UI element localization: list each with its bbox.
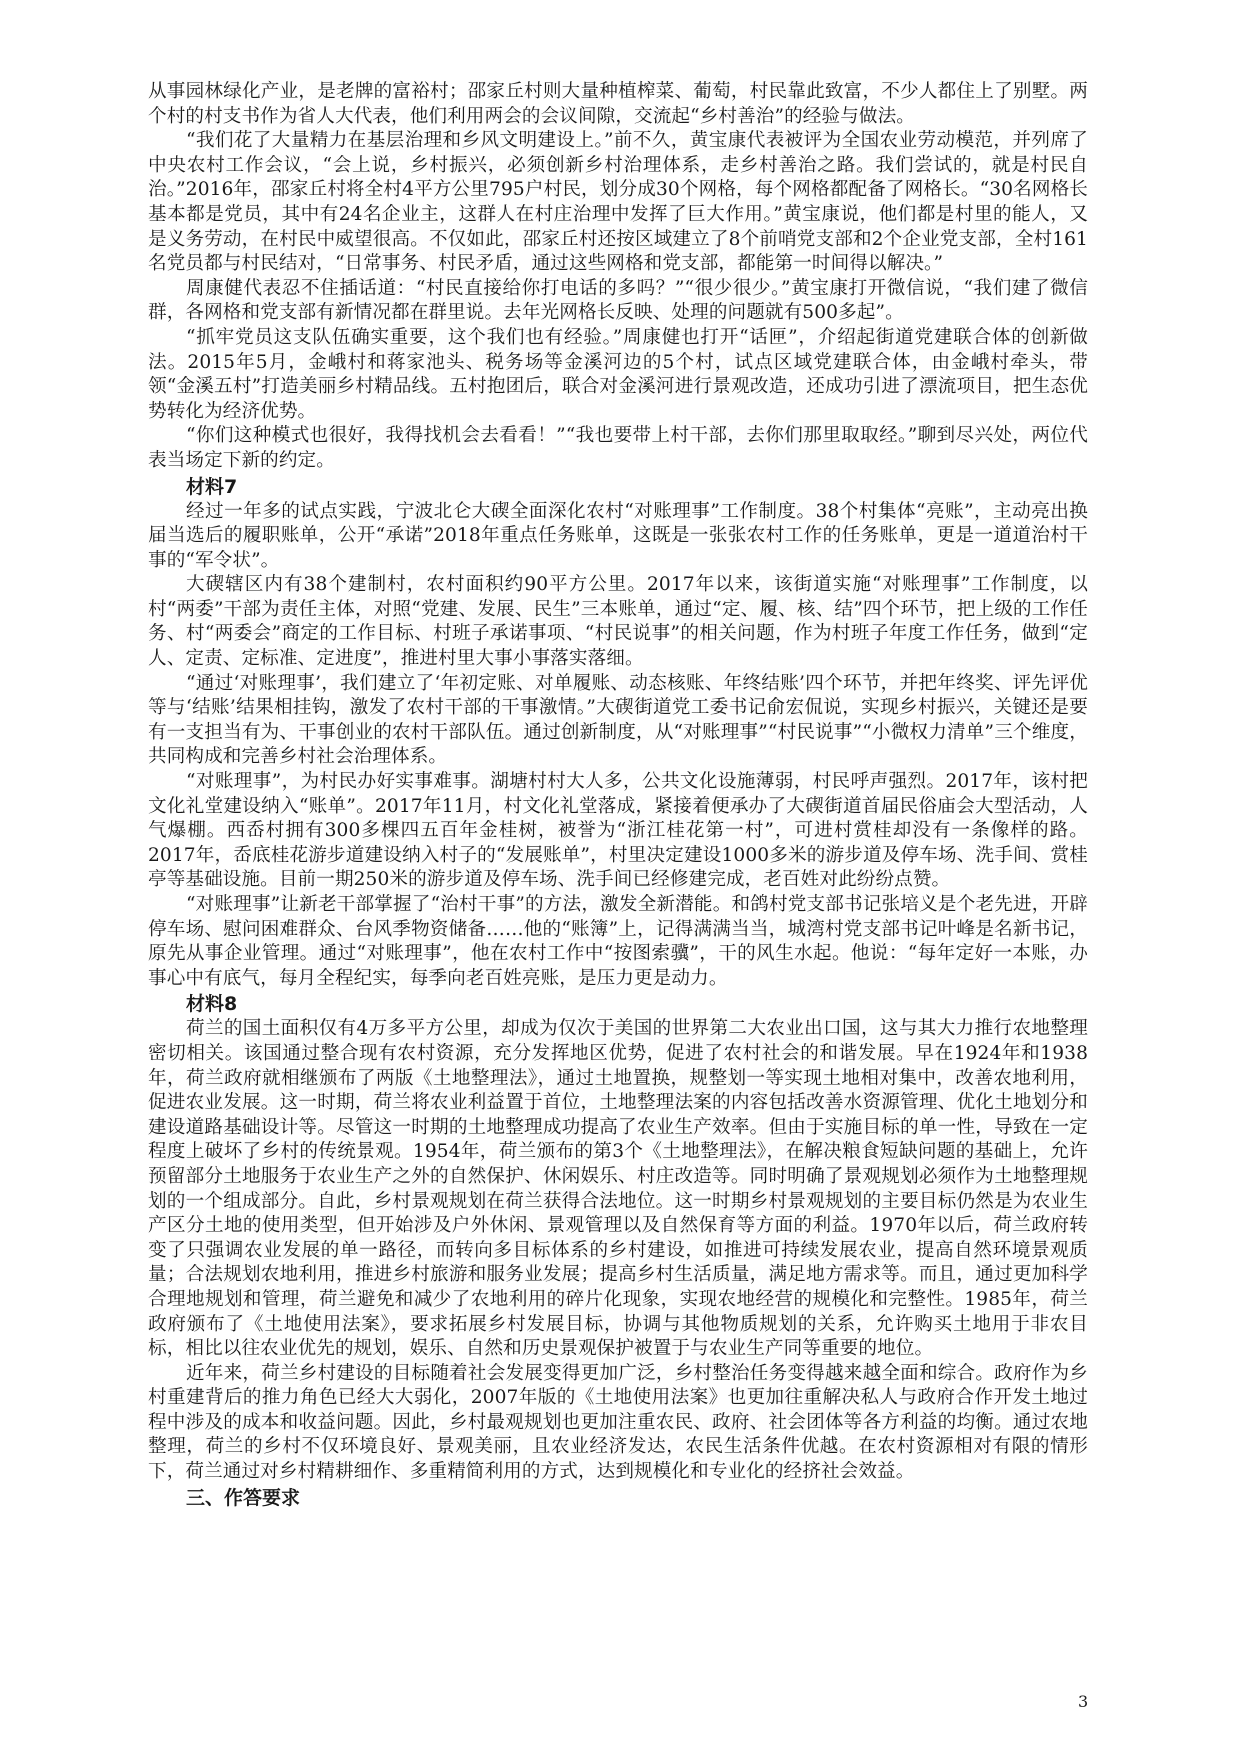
paragraph: “抓牢党员这支队伍确实重要，这个我们也有经验。”周康健也打开“话匣”，介绍起街道党建联合体的创新做法。2015年5月，金峨村和蒋家池头、税务场等金溪河边的5个村，试点区域党建联合体，由金峨村牵头，带领“金溪五村”打造美丽乡村精品线。五村抱团后，联合对金溪河进行景观改造，还成功引进了漂流项目，把生态优势转化为经济优势。 [148,326,1088,422]
paragraph: 周康健代表忍不住插话道：“村民直接给你打电话的多吗？”“很少很少。”黄宝康打开微信说，“我们建了微信群，各网格和党支部有新情况都在群里说。去年光网格长反映、处理的问题就有500多起”。 [148,277,1088,324]
paragraph: “对账理事”，为村民办好实事难事。湖塘村村大人多，公共文化设施薄弱，村民呼声强烈。2017年，该村把文化礼堂建设纳入“账单”。2017年11月，村文化礼堂落成，紧接着便承办了大碶街道首届民俗庙会大型活动，人气爆棚。西岙村拥有300多棵四五百年金桂树，被誉为“浙江桂花第一村”，可进村赏桂却没有一条像样的路。2017年，岙底桂花游步道建设纳入村子的“发展账单”，村里决定建设1000多米的游步道及停车场、洗手间、赏桂亭等基础设施。目前一期250米的游步道及停车场、洗手间已经修建完成，老百姓对此纷纷点赞。 [148,771,1088,891]
paragraph: 荷兰的国土面积仅有4万多平方公里，却成为仅次于美国的世界第二大农业出口国，这与其大力推行农地整理密切相关。该国通过整合现有农村资源，充分发挥地区优势，促进了农村社会的和谐发展。早在1924年和1938年，荷兰政府就相继颁布了两版《土地整理法》，通过土地置换，规整划一等实现土地相对集中，改善农地利用，促进农业发展。这一时期，荷兰将农业利益置于首位，土地整理法案的内容包括改善水资源管理、优化土地划分和建设道路基础设计等。尽管这一时期的土地整理成功提高了农业生产效率。但由于实施目标的单一性，导致在一定程度上破坏了乡村的传统景观。1954年，荷兰颁布的第3个《土地整理法》，在解决粮食短缺问题的基础上，允许预留部分土地服务于农业生产之外的自然保护、休闲娱乐、村庄改造等。同时明确了景观规划必须作为土地整理规划的一个组成部分。自此，乡村景观规划在荷兰获得合法地位。这一时期乡村景观规划的主要目标仍然是为农业生产区分土地的使用类型，但开始涉及户外休闲、景观管理以及自然保育等方面的利益。1970年以后，荷兰政府转变了只强调农业发展的单一路径，而转向多目标体系的乡村建设，如推进可持续发展农业，提高自然环境景观质量；合法规划农地利用，推进乡村旅游和服务业发展；提高乡村生活质量，满足地方需求等。而且，通过更加科学合理地规划和管理，荷兰避免和减少了农地利用的碎片化现象，实现农地经营的规模化和完整性。1985年，荷兰政府颁布了《土地使用法案》，要求拓展乡村发展目标，协调与其他物质规划的关系，允许购买土地用于非农目标，相比以往农业优先的规划，娱乐、自然和历史景观保护被置于与农业生产同等重要的地位。 [148,1018,1088,1360]
paragraph: 经过一年多的试点实践，宁波北仑大碶全面深化农村“对账理事”工作制度。38个村集体“亮账”，主动亮出换届当选后的履职账单，公开“承诺”2018年重点任务账单，这既是一张张农村工作的任务账单，更是一道道治村干事的“军令状”。 [148,500,1088,571]
paragraph: 大碶辖区内有38个建制村，农村面积约90平方公里。2017年以来，该街道实施“对账理事”工作制度，以村“两委”干部为责任主体，对照“党建、发展、民生”三本账单，通过“定、履、核、结”四个环节，把上级的工作任务、村“两委会”商定的工作目标、村班子承诺事项、“村民说事”的相关问题，作为村班子年度工作任务，做到“定人、定责、定标准、定进度”，推进村里大事小事落实落细。 [148,574,1088,670]
paragraph: “通过‘对账理事’，我们建立了‘年初定账、对单履账、动态核账、年终结账’四个环节，并把年终奖、评先评优等与‘结账’结果相挂钩，激发了农村干部的干事激情。”大碶街道党工委书记俞宏侃说，实现乡村振兴，关键还是要有一支担当有为、干事创业的农村干部队伍。通过创新制度，从“对账理事”“村民说事”“小微权力清单”三个维度，共同构成和完善乡村社会治理体系。 [148,672,1088,768]
page-number: 3 [1078,1692,1089,1711]
paragraph: “我们花了大量精力在基层治理和乡风文明建设上。”前不久，黄宝康代表被评为全国农业劳动模范，并列席了中央农村工作会议，“会上说，乡村振兴，必须创新乡村治理体系，走乡村善治之路。我们尝试的，就是村民自治。”2016年，邵家丘村将全村4平方公里795户村民，划分成30个网格，每个网格都配备了网格长。“30名网格长基本都是党员，其中有24名企业主，这群人在村庄治理中发挥了巨大作用。”黄宝康说，他们都是村里的能人，又是义务劳动，在村民中威望很高。不仅如此，邵家丘村还按区域建立了8个前哨党支部和2个企业党支部，全村161名党员都与村民结对，“日常事务、村民矛盾，通过这些网格和党支部，都能第一时间得以解决。” [148,130,1088,275]
section-heading-material-7: 材料7 [186,475,238,498]
document-body [148,80,1088,1511]
paragraph: 从事园林绿化产业，是老牌的富裕村；邵家丘村则大量种植榨菜、葡萄，村民靠此致富，不少人都住上了别墅。两个村的村支书作为省人大代表，他们利用两会的会议间隙，交流起“乡村善治”的经验与做法。 [148,81,1088,127]
paragraph: “对账理事”让新老干部掌握了“治村干事”的方法，激发全新潜能。和鸽村党支部书记张培义是个老先进，开辟停车场、慰问困难群众、台风季物资储备……他的“账簿”上，记得满满当当，城湾村党支部书记叶峰是名新书记，原先从事企业管理。通过“对账理事”，他在农村工作中“按图索骥”，干的风生水起。他说：“每年定好一本账，办事心中有底气，每月全程纪实，每季向老百姓亮账，是压力更是动力。 [148,894,1088,989]
section-heading-material-8: 材料8 [186,993,238,1016]
paragraph: 近年来，荷兰乡村建设的目标随着社会发展变得更加广泛，乡村整治任务变得越来越全面和综合。政府作为乡村重建背后的推力角色已经大大弱化，2007年版的《土地使用法案》也更加往重解决私人与政府合作开发土地过程中涉及的成本和收益问题。因此，乡村最观规划也更加注重农民、政府、社会团体等各方利益的均衡。通过农地整理，荷兰的乡村不仅环境良好、景观美丽，且农业经济发达，农民生活条件优越。在农村资源相对有限的情形下，荷兰通过对乡村精耕细作、多重精简利用的方式，达到规模化和专业化的经挤社会效益。 [148,1362,1088,1483]
paragraph: “你们这种模式也很好，我得找机会去看看！”“我也要带上村干部，去你们那里取取经。”聊到尽兴处，两位代表当场定下新的约定。 [148,425,1088,471]
section-heading-answer-requirements: 三、作答要求 [186,1486,301,1509]
